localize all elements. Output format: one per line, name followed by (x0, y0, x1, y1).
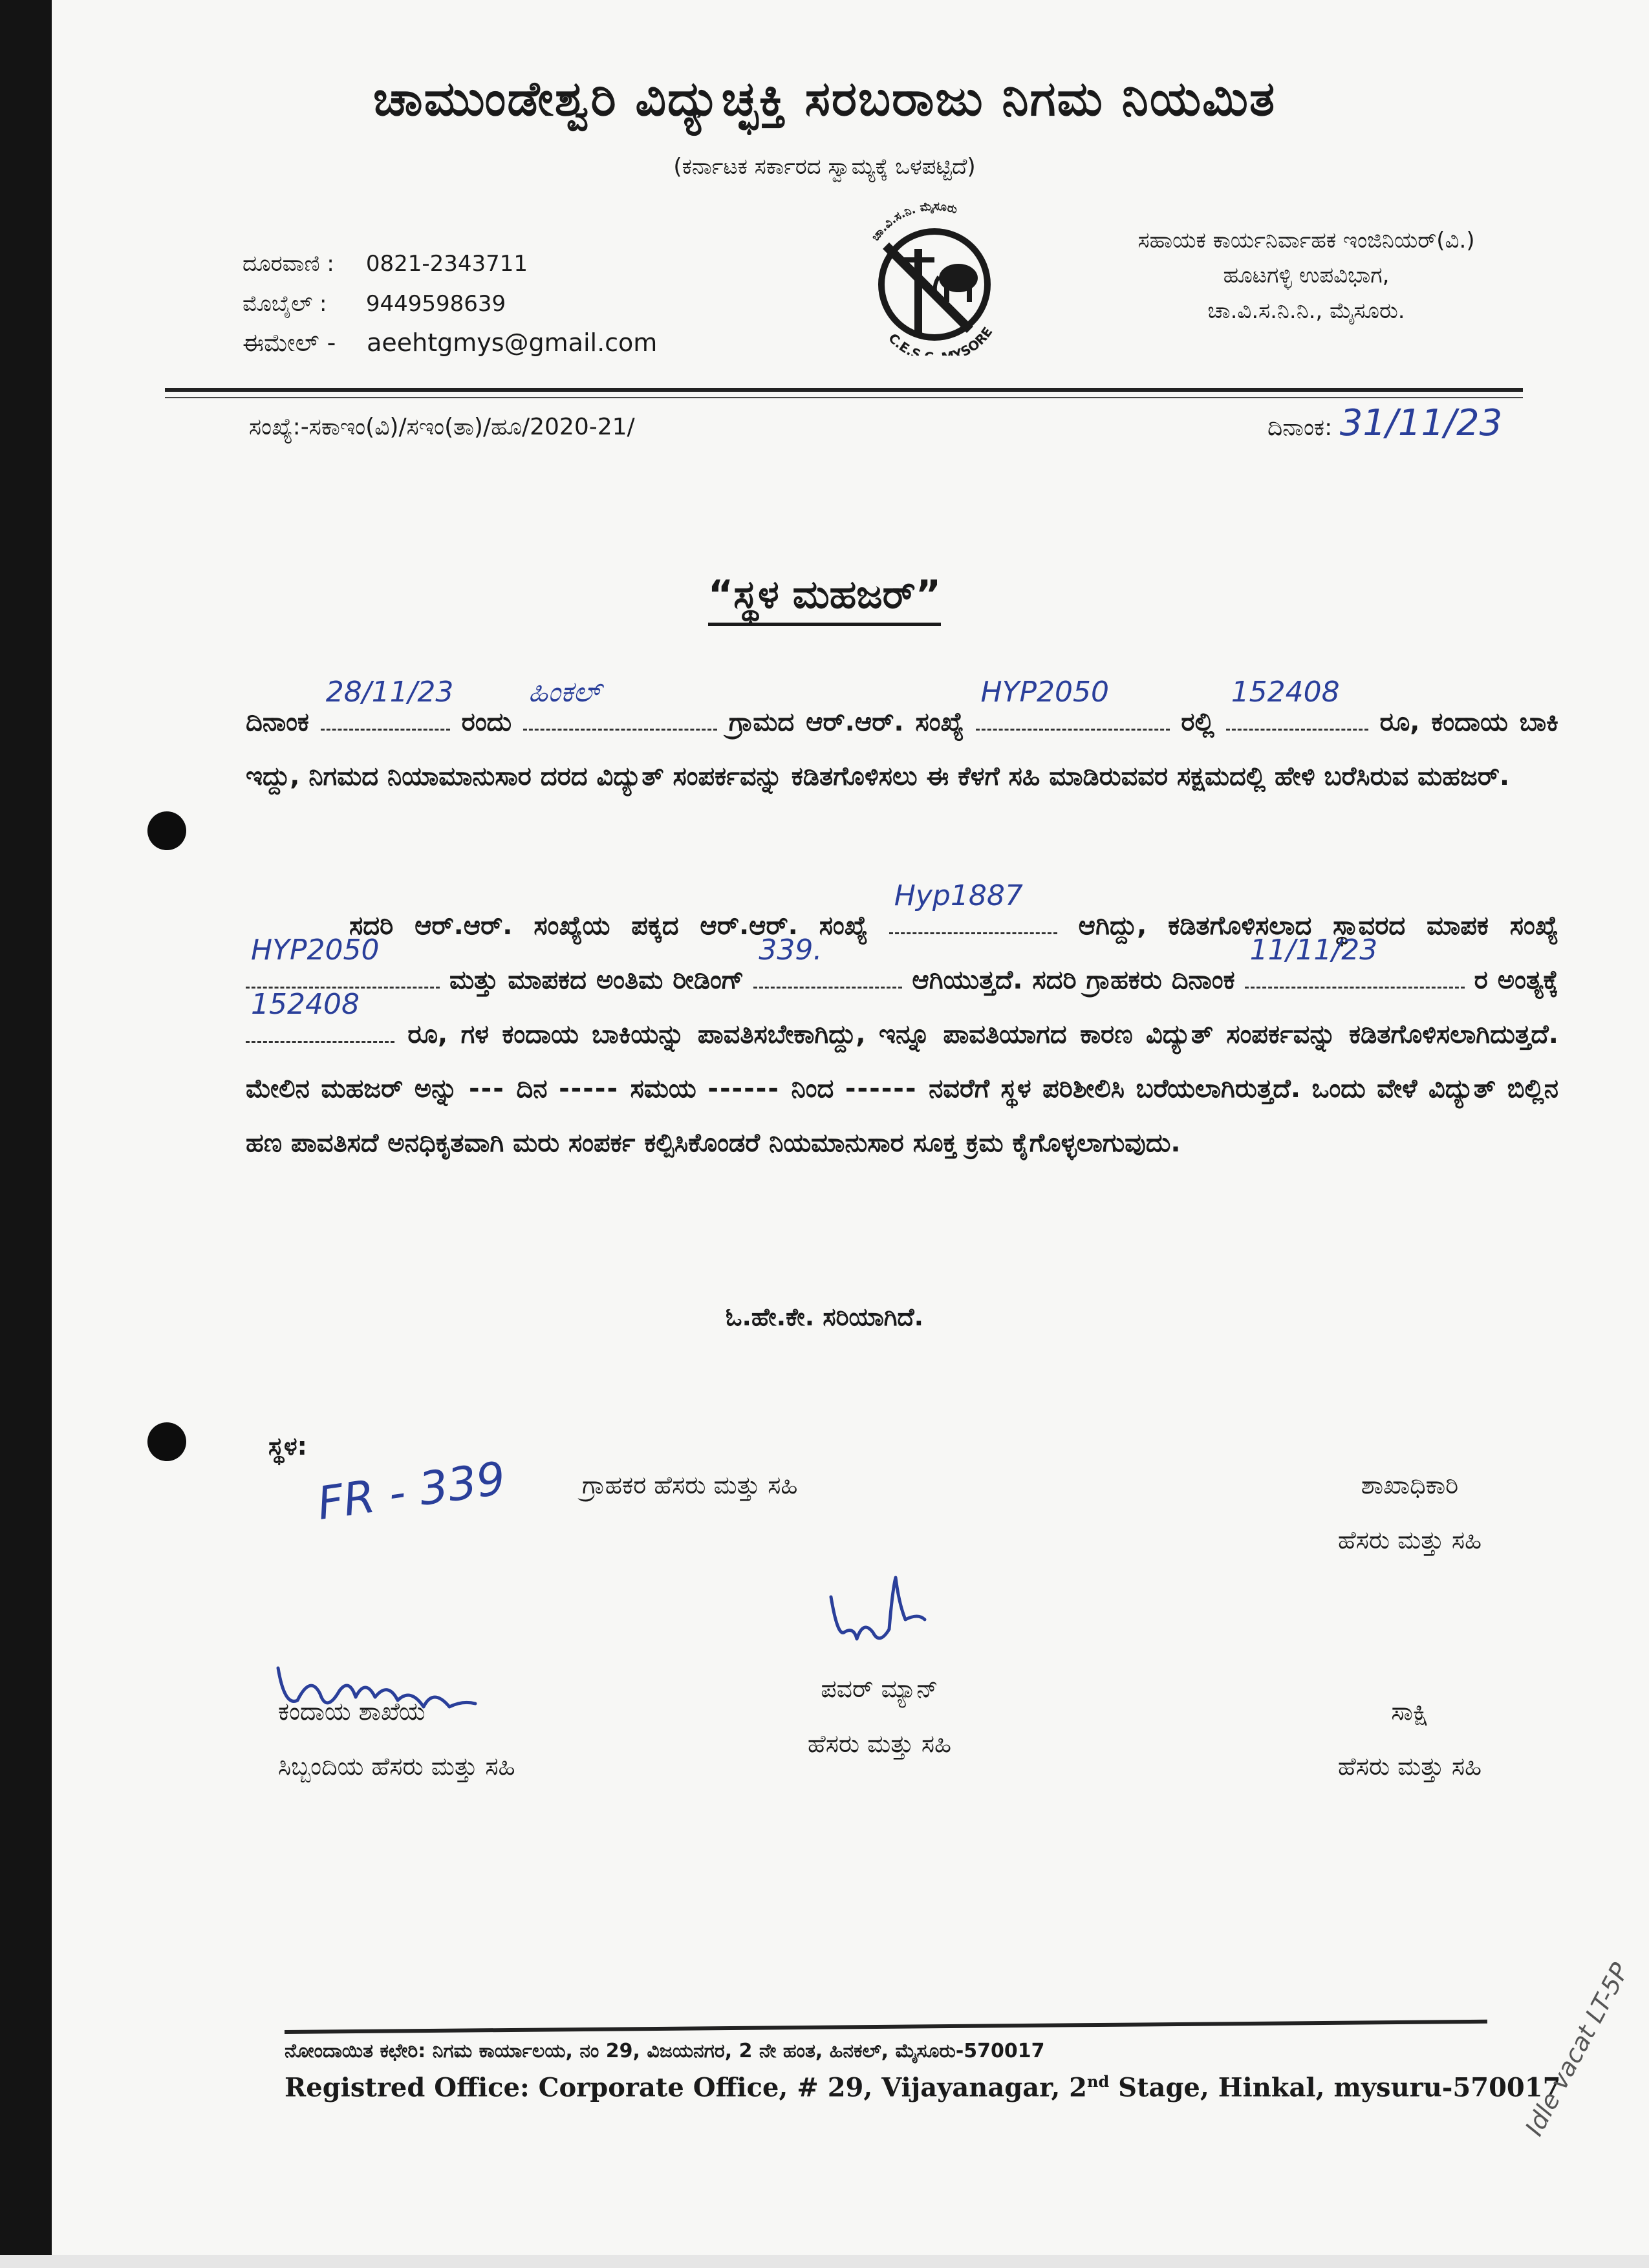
mobile-label: ಮೊಬೈಲ್ : (242, 291, 327, 317)
logo-top-text: ಚಾ.ವಿ.ಸ.ನಿ. ಮೈಸೂರು (868, 200, 959, 244)
office-line2: ಹೂಟಗಳ್ಳಿ ಉಪವಿಭಾಗ, (1223, 262, 1390, 289)
logo-bottom-text: C.E.S. YSORE (885, 324, 996, 356)
p1-text-4: ರಲ್ಲಿ (1181, 707, 1214, 737)
p1-rr-value: HYP2050 (980, 676, 1110, 709)
contact-phone (242, 251, 528, 277)
place-value: FR - 339 (314, 1451, 509, 1530)
p1-amount-value: 152408 (1231, 676, 1340, 709)
paragraph-1 (246, 676, 1558, 804)
footer-english-post: Stage, Hinkal, mysuru-570017 (1109, 2072, 1561, 2103)
phone-label: ದೂರವಾಣಿ : (242, 251, 334, 277)
p1-village-blank (523, 676, 717, 731)
officer-sub: ಹೆಸರು ಮತ್ತು ಸಹಿ (1337, 1526, 1482, 1554)
p2-text-5: ರ ಅಂತ್ಯಕ್ಕೆ (1474, 965, 1558, 995)
email-value: aeehtgmys@gmail.com (367, 328, 658, 357)
cesc-logo (841, 200, 1028, 356)
p2-text-6: ರೂ, ಗಳ ಕಂದಾಯ ಬಾಕಿಯನ್ನು ಪಾವತಿಸಬೇಕಾಗಿದ್ದು, ಇನ್ನೂ ಪಾವತಿಯಾಗದ ಕಾರಣ ವಿದ್ಯುತ್ ಸಂಪರ್ಕವನ್ನು ಕಡಿತಗೊಳಿಸಲಾಗಿದುತ್ತದೆ. ಮೇಲಿನ ಮಹಜರ್ ಅನ್ನು (246, 1020, 1558, 1104)
scan-left-border (0, 0, 52, 2268)
reference-number: ಸಂಖ್ಯೆ:-ಸಕಾಇಂ(ವಿ)/ಸಇಂ(ತಾ)/ಹೂ/2020-21/ (249, 414, 635, 440)
p2-amount-value: 152408 (251, 988, 360, 1021)
company-title: ಚಾಮುಂಡೇಶ್ವರಿ ವಿದ್ಯುಚ್ಛಕ್ತಿ ಸರಬರಾಜು ನಿಗಮ ನಿಯಮಿತ (372, 71, 1277, 127)
ok-text: ಓ.ಹೇ.ಕೇ. ಸರಿಯಾಗಿದೆ. (725, 1303, 924, 1331)
punch-hole-bottom (147, 1422, 186, 1461)
email-label: ಈಮೇಲ್ - (242, 328, 336, 357)
p2-text-3: ಮತ್ತು ಮಾಪಕದ ಅಂತಿಮ ರೀಡಿಂಗ್ (449, 965, 744, 995)
office-line1: ಸಹಾಯಕ ಕಾರ್ಯನಿರ್ವಾಹಕ ಇಂಜಿನಿಯರ್(ವಿ.) (1137, 228, 1475, 253)
header-rule-thin (165, 397, 1523, 398)
phone-value: 0821-2343711 (365, 251, 528, 277)
p1-text-5: ರೂ, (1379, 707, 1420, 737)
header-rule (165, 388, 1523, 392)
p1-rr-blank (976, 676, 1170, 731)
p1-text-2: ರಂದು (461, 707, 512, 737)
witness-sub: ಹೆಸರು ಮತ್ತು ಸಹಿ (1337, 1752, 1482, 1781)
p2-text-10: ನವರೆಗೆ ಸ್ಥಳ ಪರಿಶೀಲಿಸಿ ಬರೆಯಲಾಗಿರುತ್ತದೆ. ಒಂದು ವೇಳೆ ವಿದ್ಯುತ್ ಬಿಲ್ಲಿನ ಹಣ ಪಾವತಿಸದೆ ಅನಧಿಕೃತವಾಗಿ ಮರು ಸಂಪರ್ಕ ಕಲ್ಪಿಸಿಕೊಂಡರೆ ನಿಯಮಾನುಸಾರ ಸೂಕ್ತ ಕ್ರಮ ಕೈಗೊಳ್ಳಲಾಗುವುದು. (246, 1074, 1558, 1158)
officer-title: ಶಾಖಾಧಿಕಾರಿ (1361, 1471, 1459, 1499)
p2-reading-value: 339. (759, 934, 823, 967)
mobile-value: 9449598639 (365, 291, 506, 317)
p2-amount-blank (246, 988, 394, 1043)
powerman-title: ಪವರ್ ಮ್ಯಾನ್ (821, 1674, 938, 1703)
p2-adj-rr-value: Hyp1887 (894, 879, 1023, 912)
revenue-sub: ಸಿಬ್ಬಂದಿಯ ಹೆಸರು ಮತ್ತು ಸಹಿ (278, 1752, 515, 1781)
contact-mobile (242, 291, 506, 317)
heading-text: “ಸ್ಥಳ ಮಹಜರ್” (708, 572, 941, 626)
office-line3: ಚಾ.ವಿ.ಸ.ನಿ.ನಿ., ಮೈಸೂರು. (1207, 297, 1405, 324)
office-address (1054, 223, 1558, 328)
company-subtitle: (ಕರ್ನಾಟಕ ಸರ್ಕಾರದ ಸ್ವಾಮ್ಯಕ್ಕೆ ಒಳಪಟ್ಟಿದೆ) (673, 154, 976, 180)
p2-meter-value: HYP2050 (251, 934, 380, 967)
p2-text-2: ಆಗಿದ್ದು, ಕಡಿತಗೊಳಿಸಲಾದ ಸ್ಥಾವರದ ಮಾಪಕ ಸಂಖ್ಯೆ (1078, 911, 1558, 941)
consumer-signature-label: ಗ್ರಾಹಕರ ಹೆಸರು ಮತ್ತು ಸಹಿ (582, 1471, 798, 1499)
date-field (1267, 402, 1502, 444)
p1-date-blank (321, 676, 454, 731)
place-label: ಸ್ಥಳ: (268, 1432, 307, 1460)
date-handwritten: 31/11/23 (1339, 402, 1503, 444)
p2-date-value: 11/11/23 (1249, 934, 1378, 967)
p2-text-8: ಸಮಯ (630, 1074, 696, 1104)
p2-text-1: ಸದರಿ ಆರ್.ಆರ್. ಸಂಖ್ಯೆಯ ಪಕ್ಕದ ಆರ್.ಆರ್. ಸಂಖ್ಯೆ (349, 911, 868, 941)
revenue-title: ಕಂದಾಯ ಶಾಖೆಯ (278, 1697, 426, 1726)
p2-adj-rr-blank (889, 879, 1057, 934)
p2-date-blank (1245, 934, 1465, 989)
date-label: ದಿನಾಂಕ: (1267, 414, 1333, 441)
scan-bottom-border (0, 2255, 1649, 2268)
document-heading (0, 572, 1649, 617)
powerman-signature-scribble (812, 1571, 954, 1664)
p2-text-4: ಆಗಿಯುತ್ತದೆ. ಸದರಿ ಗ್ರಾಹಕರು ದಿನಾಂಕ (912, 965, 1235, 995)
p2-text-7: ದಿನ (516, 1074, 548, 1104)
contact-email (242, 328, 657, 358)
p1-text-1: ದಿನಾಂಕ (246, 707, 309, 737)
p2-reading-blank (753, 934, 902, 989)
powerman-sub: ಹೆಸರು ಮತ್ತು ಸಹಿ (807, 1729, 952, 1758)
p1-text-3: ಗ್ರಾಮದ ಆರ್.ಆರ್. ಸಂಖ್ಯೆ (728, 707, 964, 737)
p2-text-9: ನಿಂದ (791, 1074, 834, 1104)
paragraph-2: ಸದರಿ ಆರ್.ಆರ್. ಸಂಖ್ಯೆಯ ಪಕ್ಕದ ಆರ್.ಆರ್. ಸಂಖ್ಯೆ Hyp1887 ಆಗಿದ್ದು, ಕಡಿತಗೊಳಿಸಲಾದ ಸ್ಥಾವರದ ಮಾಪಕ ಸಂಖ್ಯೆ HYP2050 ಮತ್ತು ಮಾಪಕದ ಅಂತಿಮ ರೀಡಿಂಗ್ 339. ಆಗಿಯುತ್ತದೆ. ಸದರಿ ಗ್ರಾಹಕರು ದಿನಾಂಕ 11/11/23 ರ ಅಂತ್ಯಕ್ಕೆ 152408 ರೂ, ಗಳ ಕಂದಾಯ ಬಾಕಿಯನ್ನು ಪಾವತಿಸಬೇಕಾಗಿದ್ದು, ಇನ್ನೂ ಪಾವತಿಯಾಗದ ಕಾರಣ ವಿದ್ಯುತ್ ಸಂಪರ್ಕವನ್ನು ಕಡಿತಗೊಳಿಸಲಾಗಿದುತ್ತದೆ. ಮೇಲಿನ ಮಹಜರ್ ಅನ್ನು --- ದಿನ ----- ಸಮಯ ------ ನಿಂದ ------ ನವರೆಗೆ ಸ್ಥಳ ಪರಿಶೀಲಿಸಿ ಬರೆಯಲಾಗಿರುತ್ತದೆ. ಒಂದು ವೇಳೆ ವಿದ್ಯುತ್ ಬಿಲ್ಲಿನ ಹಣ ಪಾವತಿಸದೆ ಅನಧಿಕೃತವಾಗಿ ಮರು ಸಂಪರ್ಕ ಕಲ್ಪಿಸಿಕೊಂಡರೆ ನಿಯಮಾನುಸಾರ ಸೂಕ್ತ ಕ್ರಮ ಕೈಗೊಳ್ಳಲಾಗುವುದು. (246, 899, 1558, 1170)
punch-hole-top (147, 811, 186, 850)
p1-village-value: ಹಿಂಕಲ್ (528, 676, 601, 709)
p1-amount-blank (1226, 676, 1368, 731)
witness-title: ಸಾಕ್ಷಿ (1391, 1697, 1428, 1726)
footer-rule (285, 2020, 1487, 2034)
footer-english (285, 2072, 1560, 2102)
footer-kannada: ನೋಂದಾಯಿತ ಕಛೇರಿ: ನಿಗಮ ಕಾರ್ಯಾಲಯ, ನಂ 29, ವಿಜಯನಗರ, 2 ನೇ ಹಂತ, ಹಿನಕಲ್, ಮೈಸೂರು-570017 (285, 2040, 1045, 2062)
footer-english-sup: nd (1087, 2072, 1110, 2091)
p1-date-value: 28/11/23 (325, 676, 454, 709)
footer-english-pre: Registred Office: Corporate Office, # 29, Vijayanagar, 2 (285, 2072, 1088, 2103)
p1-text-6: ಕಂದಾಯ ಬಾಕಿ ಇದ್ದು, ನಿಗಮದ ನಿಯಾಮಾನುಸಾರ ದರದ ವಿದ್ಯುತ್ ಸಂಪರ್ಕವನ್ನು ಕಡಿತಗೊಳಿಸಲು ಈ ಕೆಳಗೆ ಸಹಿ ಮಾಡಿರುವವರ ಸಕ್ಷಮದಲ್ಲಿ ಹೇಳಿ ಬರೆಸಿರುವ ಮಹಜರ್. (246, 707, 1558, 791)
margin-handwritten-note: Idle vacat LT-5P (1520, 1958, 1635, 2141)
